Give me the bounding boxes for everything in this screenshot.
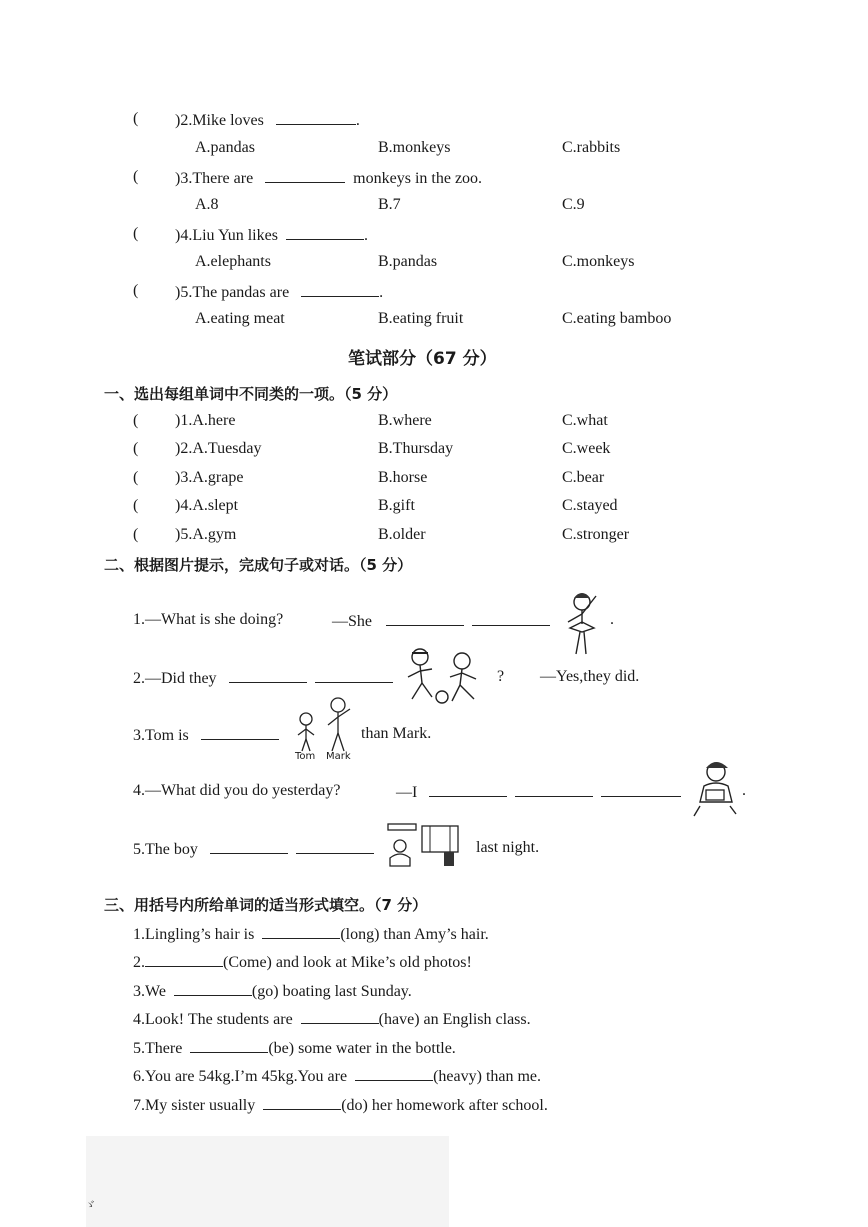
footer-mark: ゞ (84, 1198, 97, 1212)
tom-and-mark-illustration (294, 695, 358, 753)
question-2-text: 2.—Did they (133, 668, 393, 688)
question-1-answer: —She (332, 611, 550, 631)
fill-item: 6.You are 54kg.I’m 45kg.You are (heavy) than me. (133, 1068, 542, 1085)
fill-item: 2. (Come) and look at Mike’s old photos! (133, 954, 472, 971)
question-3-end: than Mark. (361, 725, 432, 742)
answer-blank[interactable] (429, 782, 507, 797)
option-b: B.gift (378, 497, 415, 514)
boy-watching-tv-illustration (386, 822, 462, 868)
option-a: A.8 (195, 196, 219, 213)
question-4-answer: —I (396, 782, 681, 802)
mark-label: Mark (326, 751, 351, 762)
answer-paren-open: ( (133, 168, 139, 185)
option-a: )4.A.slept (175, 497, 239, 514)
question-4-end: . (742, 782, 746, 799)
answer-blank[interactable] (301, 1009, 379, 1024)
answer-blank[interactable] (210, 839, 288, 854)
option-c: C.week (562, 440, 611, 457)
question-5-end: last night. (476, 839, 540, 856)
answer-blank[interactable] (315, 668, 393, 683)
option-b: B.7 (378, 196, 401, 213)
option-c: C.what (562, 412, 608, 429)
answer-blank[interactable] (515, 782, 593, 797)
question-2-end: ? (497, 668, 505, 685)
question-stem: )5.The pandas are . (175, 284, 384, 301)
answer-paren-open: ( (133, 225, 139, 242)
answer-blank[interactable] (263, 1095, 341, 1110)
answer-paren-open: ( (133, 110, 139, 127)
option-b: B.pandas (378, 253, 438, 270)
answer-blank[interactable] (472, 611, 550, 626)
answer-paren-open: ( (133, 440, 139, 457)
answer-blank[interactable] (601, 782, 681, 797)
written-part-title: 笔试部分（67 分） (348, 349, 497, 369)
fill-item: 3.We (go) boating last Sunday. (133, 983, 412, 1000)
ballet-girl-illustration (560, 588, 604, 658)
girl-reading-illustration (690, 756, 740, 818)
option-a: A.pandas (195, 139, 255, 156)
section3-heading: 三、用括号内所给单词的适当形式填空。（7 分） (104, 896, 428, 914)
option-a: )2.A.Tuesday (175, 440, 262, 457)
question-3-text: 3.Tom is (133, 725, 279, 745)
answer-blank[interactable] (145, 952, 223, 967)
answer-paren-open: ( (133, 412, 139, 429)
option-c: C.rabbits (562, 139, 621, 156)
answer-blank[interactable] (276, 110, 356, 125)
question-stem: )3.There are monkeys in the zoo. (175, 170, 483, 187)
option-a: )5.A.gym (175, 526, 237, 543)
answer-blank[interactable] (174, 981, 252, 996)
option-c: C.eating bamboo (562, 310, 672, 327)
answer-blank[interactable] (229, 668, 307, 683)
option-c: C.stayed (562, 497, 618, 514)
option-b: B.eating fruit (378, 310, 464, 327)
option-c: C.monkeys (562, 253, 635, 270)
answer-blank[interactable] (286, 225, 364, 240)
answer-paren-open: ( (133, 526, 139, 543)
answer-paren-open: ( (133, 469, 139, 486)
answer-blank[interactable] (301, 282, 379, 297)
question-4-text: 4.—What did you do yesterday? (133, 782, 341, 799)
answer-blank[interactable] (262, 924, 340, 939)
answer-paren-open: ( (133, 497, 139, 514)
section1-heading: 一、选出每组单词中不同类的一项。（5 分） (104, 385, 398, 403)
fill-item: 4.Look! The students are (have) an English class. (133, 1011, 531, 1028)
answer-blank[interactable] (355, 1066, 433, 1081)
answer-blank[interactable] (265, 168, 345, 183)
boys-playing-football-illustration (402, 643, 488, 705)
question-stem: )4.Liu Yun likes . (175, 227, 368, 244)
question-1-text: 1.—What is she doing? (133, 611, 284, 628)
option-b: B.older (378, 526, 426, 543)
option-c: C.9 (562, 196, 585, 213)
option-b: B.monkeys (378, 139, 451, 156)
option-a: )1.A.here (175, 412, 236, 429)
footer-shaded-area (86, 1136, 449, 1227)
answer-blank[interactable] (386, 611, 464, 626)
fill-item: 5.There (be) some water in the bottle. (133, 1040, 456, 1057)
question-2-answer: —Yes,they did. (540, 668, 640, 685)
option-b: B.Thursday (378, 440, 454, 457)
answer-blank[interactable] (296, 839, 374, 854)
fill-item: 1.Lingling’s hair is (long) than Amy’s hair. (133, 926, 489, 943)
answer-blank[interactable] (190, 1038, 268, 1053)
option-a: A.elephants (195, 253, 271, 270)
fill-item: 7.My sister usually (do) her homework after school. (133, 1097, 548, 1114)
question-1-end: . (610, 611, 614, 628)
option-a: A.eating meat (195, 310, 285, 327)
tom-label: Tom (295, 751, 316, 762)
answer-blank[interactable] (201, 725, 279, 740)
answer-paren-open: ( (133, 282, 139, 299)
option-c: C.stronger (562, 526, 630, 543)
section2-heading: 二、根据图片提示，完成句子或对话。（5 分） (104, 556, 413, 574)
option-a: )3.A.grape (175, 469, 244, 486)
question-5-text: 5.The boy (133, 839, 374, 859)
question-stem: )2.Mike loves . (175, 112, 360, 129)
option-c: C.bear (562, 469, 605, 486)
option-b: B.horse (378, 469, 428, 486)
option-b: B.where (378, 412, 432, 429)
